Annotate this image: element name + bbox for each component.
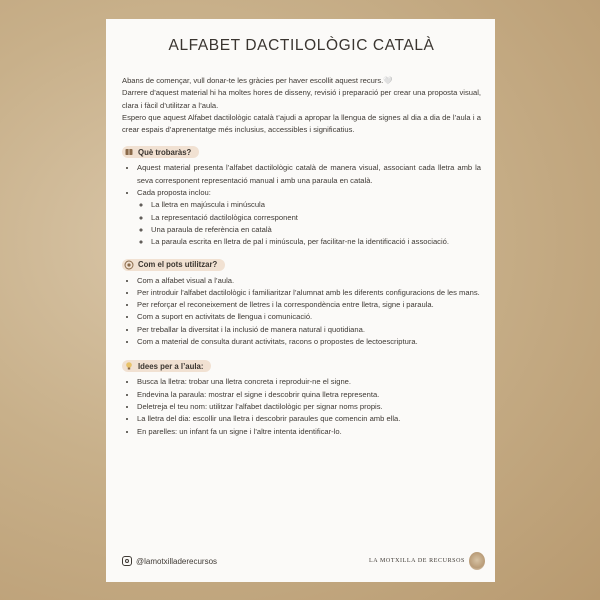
section-idees-aula bbox=[122, 358, 481, 437]
list-item: • La lletra del dia: escollir una lletra i descobrir paraules que comencin amb ella. bbox=[137, 413, 481, 425]
list-item: • Com a suport en activitats de llengua i comunicació. bbox=[137, 311, 481, 323]
heart-icon: 🤍 bbox=[383, 76, 393, 85]
section-que-trobaras bbox=[122, 144, 481, 248]
section-heading bbox=[122, 259, 225, 271]
page-footer bbox=[122, 550, 485, 572]
book-icon bbox=[124, 147, 134, 157]
sub-list-item: ◦ Una paraula de referència en català bbox=[151, 224, 481, 236]
list-item: • Per introduir l’alfabet dactilològic i familiaritzar l’alumnat amb les diferents configuracions de les mans. bbox=[137, 287, 481, 299]
intro-paragraph: Darrere d’aquest material hi ha moltes hores de disseny, revisió i preparació per crear una proposta visual, clara i fàcil d’utilitzar a l’aula. bbox=[122, 88, 481, 110]
document-title: ALFABET DACTILOLÒGIC CATALÀ bbox=[168, 37, 435, 54]
bullet-list bbox=[122, 376, 481, 437]
list-item: • Endevina la paraula: mostrar el signe i descobrir quina lletra representa. bbox=[137, 389, 481, 401]
list-item: • Com a material de consulta durant activitats, racons o propostes de lectoescriptura. bbox=[137, 336, 481, 348]
instagram-handle-text: @lamotxilladerecursos bbox=[136, 556, 218, 566]
bullet-list bbox=[122, 162, 481, 248]
section-heading bbox=[122, 360, 211, 372]
intro-text bbox=[122, 75, 481, 136]
intro-line-1: Abans de començar, vull donar-te les gràcies per haver escollit aquest recurs. bbox=[122, 76, 384, 85]
instagram-handle[interactable] bbox=[122, 556, 217, 566]
list-item: • Per treballar la diversitat i la inclusió de manera natural i quotidiana. bbox=[137, 324, 481, 336]
target-icon bbox=[124, 260, 134, 270]
section-heading-text: Idees per a l’aula: bbox=[138, 361, 204, 371]
sub-list-item: ◦ La representació dactilològica corresponent bbox=[151, 212, 481, 224]
sub-list bbox=[137, 199, 481, 248]
instagram-icon bbox=[122, 556, 132, 566]
list-item: • Deletreja el teu nom: utilitzar l’alfabet dactilològic per signar noms propis. bbox=[137, 401, 481, 413]
brand-logo-block bbox=[369, 552, 485, 570]
sub-list-item: ◦ La lletra en majúscula i minúscula bbox=[151, 199, 481, 211]
brand-logo-icon bbox=[469, 552, 485, 570]
lightbulb-icon bbox=[124, 361, 134, 371]
section-com-utilitzar bbox=[122, 257, 481, 349]
section-heading-text: Què trobaràs? bbox=[138, 147, 192, 157]
sub-list-item: ◦ La paraula escrita en lletra de pal i minúscula, per facilitar-ne la identificació i associació. bbox=[151, 236, 481, 248]
list-item-text: Cada proposta inclou: bbox=[137, 188, 211, 198]
list-item: • Com a alfabet visual a l’aula. bbox=[137, 275, 481, 287]
bullet-list bbox=[122, 275, 481, 349]
section-heading-text: Com el pots utilitzar? bbox=[138, 260, 218, 270]
list-item: • Aquest material presenta l’alfabet dactilològic català de manera visual, associant cada lletra amb la seva corresponent representació manual i amb una paraula en català. bbox=[137, 162, 481, 187]
section-heading bbox=[122, 146, 199, 158]
list-item: • Busca la lletra: trobar una lletra concreta i reproduir-ne el signe. bbox=[137, 376, 481, 388]
list-item bbox=[137, 187, 481, 248]
brand-name: LA MOTXILLA DE RECURSOS bbox=[369, 558, 465, 564]
document-page bbox=[106, 19, 495, 582]
list-item: • En parelles: un infant fa un signe i l’altre intenta identificar-lo. bbox=[137, 426, 481, 438]
list-item: • Per reforçar el reconeixement de lletres i la correspondència entre lletra, signe i paraula. bbox=[137, 299, 481, 311]
intro-paragraph bbox=[122, 75, 481, 87]
intro-paragraph: Espero que aquest Alfabet dactilològic català t’ajudi a apropar la llengua de signes al dia a dia de l’aula i a crear espais d’aprenentatge més inclusius, accessibles i significatius. bbox=[122, 112, 481, 135]
